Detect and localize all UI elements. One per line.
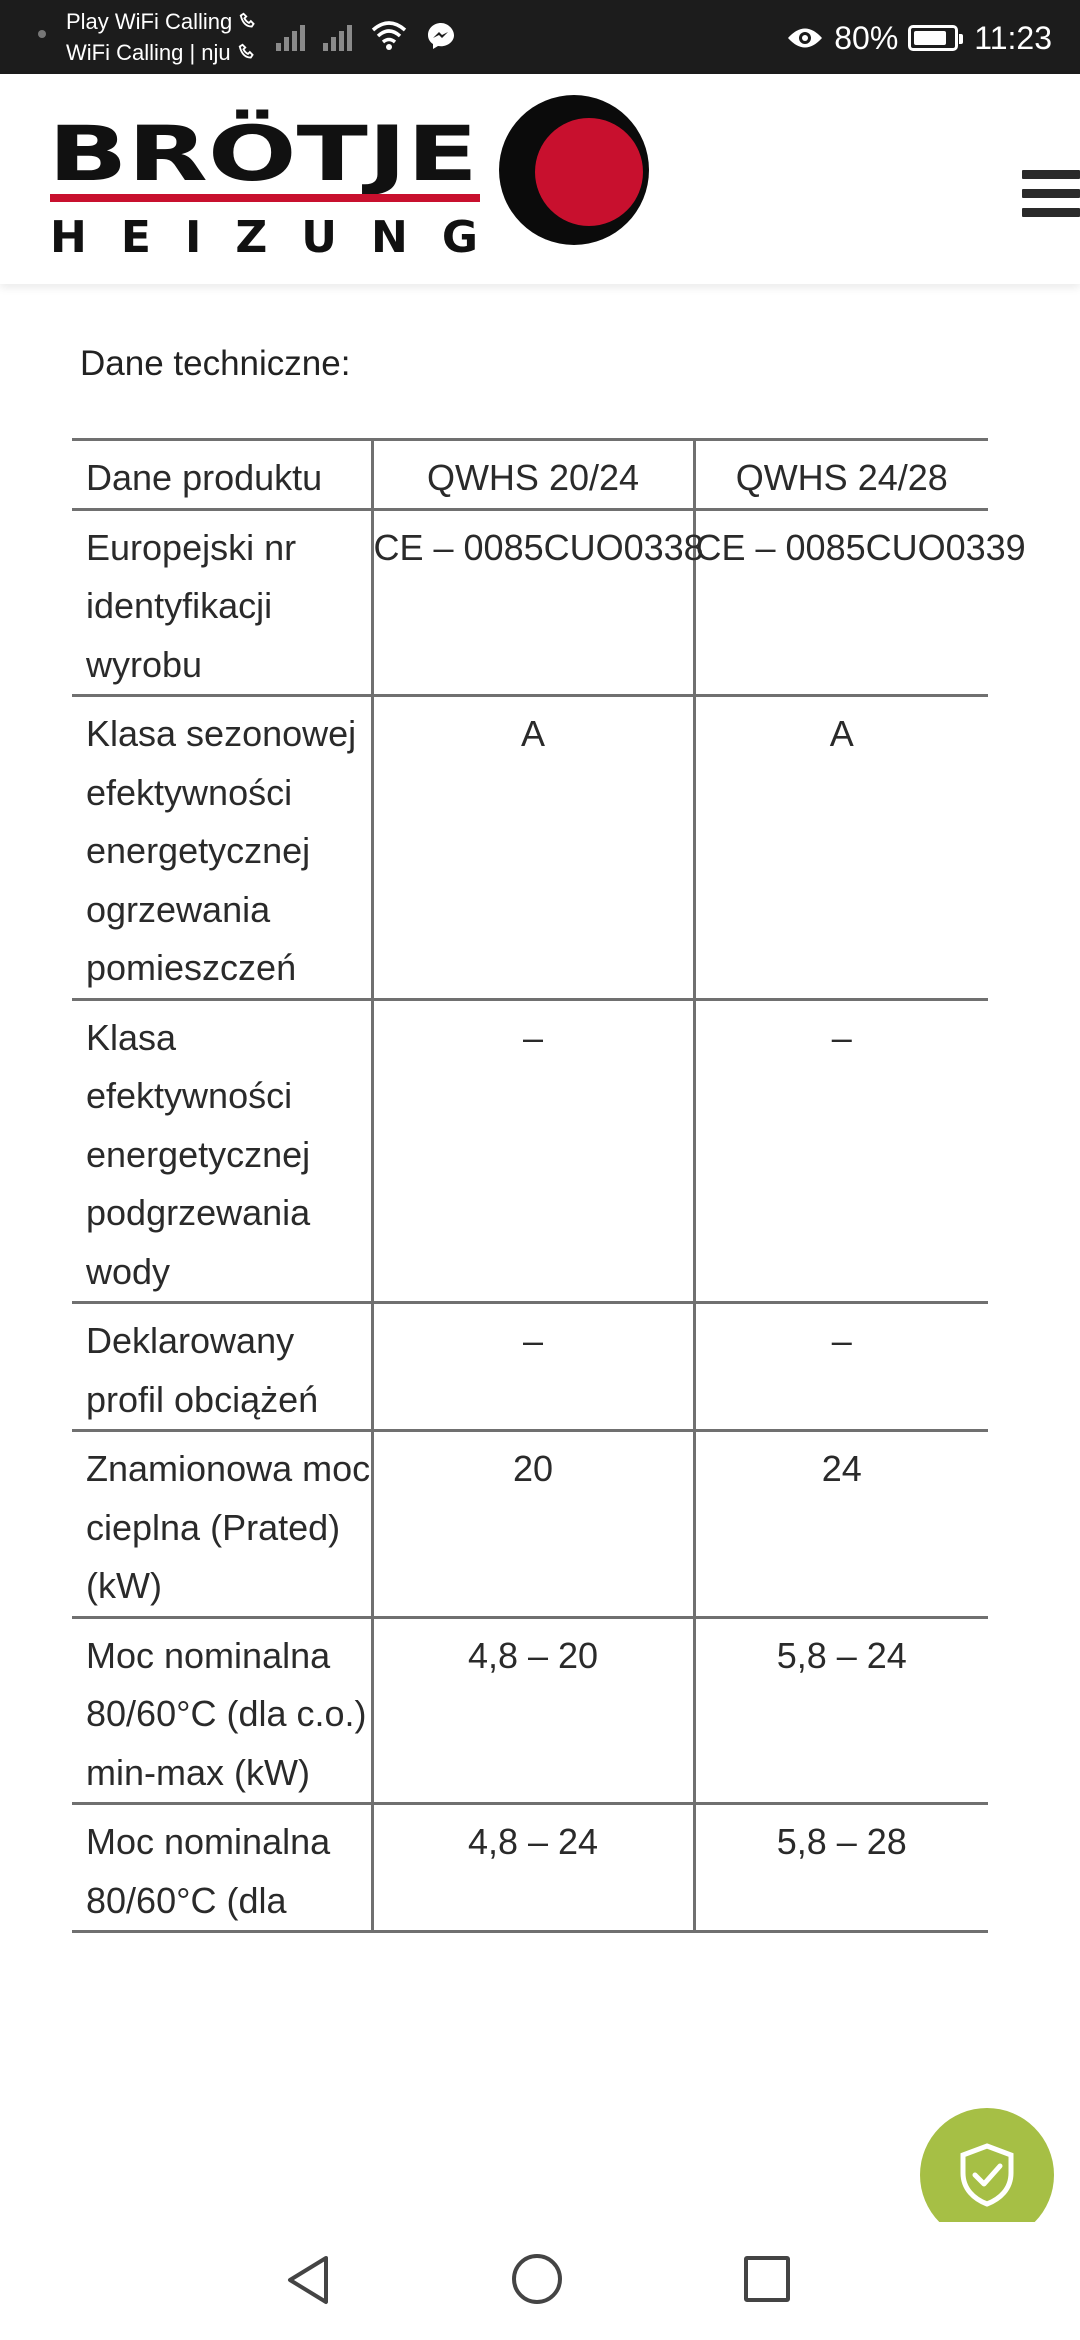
table-row [72,1617,988,1804]
status-icons [276,16,456,56]
table-row [72,509,988,696]
clock: 11:23 [974,19,1052,56]
row-label: Moc nominalna 80/60°C (dla c.o.) min-max (kW) [72,1617,372,1804]
triangle-back-icon[interactable] [284,2254,332,2306]
row-value-col1: – [372,1303,694,1431]
carrier-info [66,6,260,68]
table-header-col1: QWHS 20/24 [372,440,694,510]
row-value-col1: 4,8 – 24 [372,1804,694,1932]
signal-bars-icon [276,21,305,51]
notification-dot [38,30,46,38]
row-value-col1: 4,8 – 20 [372,1617,694,1804]
brotje-heizung-logo[interactable] [48,92,648,262]
eye-icon [786,25,824,51]
phone-wifi-icon [237,42,259,64]
carrier-1: Play WiFi Calling [66,9,233,34]
table-header-col2: QWHS 24/28 [694,440,988,510]
row-label: Europejski nr identyfikacji wyrobu [72,509,372,696]
row-value-col2: CE – 0085CUO0339 [694,509,988,696]
row-value-col2: A [694,696,988,1000]
table-header-label: Dane produktu [72,440,372,510]
row-label: Klasa sezonowej efektywności energetycznej ogrzewania pomieszczeń [72,696,372,1000]
row-value-col2: – [694,1303,988,1431]
menu-button[interactable] [1022,170,1080,222]
row-value-col1: A [372,696,694,1000]
table-row [72,1303,988,1431]
wifi-icon [370,20,408,52]
section-title: Dane techniczne: [80,344,351,383]
row-value-col2: 5,8 – 24 [694,1617,988,1804]
site-header [0,74,1080,284]
status-right [786,16,1052,60]
row-label: Znamionowa moc cieplna (Prated) (kW) [72,1431,372,1618]
table-row [72,1804,988,1932]
battery-percent: 80% [834,19,899,56]
spec-table [72,438,1026,1933]
svg-text:BRÖTJE: BRÖTJE [48,109,362,198]
status-bar [0,0,1080,74]
row-value-col2: 24 [694,1431,988,1618]
row-label: Klasa efektywności energetycznej podgrzewania wody [72,999,372,1303]
row-value-col1: 20 [372,1431,694,1618]
svg-text:HEIZUNG: HEIZUNG [50,212,478,263]
table-row [72,999,988,1303]
signal-bars-icon [323,21,352,51]
main-content [80,284,1080,2222]
hamburger-icon [1022,170,1080,179]
row-value-col1: – [372,999,694,1303]
row-value-col2: 5,8 – 28 [694,1804,988,1932]
square-recent-icon[interactable] [744,2256,790,2302]
table-row [72,696,988,1000]
table-row [72,1431,988,1618]
row-value-col1: CE – 0085CUO0338 [372,509,694,696]
row-label: Deklarowany profil obciążeń [72,1303,372,1431]
row-value-col2: – [694,999,988,1303]
table-header-row [72,440,988,510]
row-label: Moc nominalna 80/60°C (dla [72,1804,372,1932]
battery-icon [908,25,958,51]
messenger-icon [426,21,456,51]
phone-wifi-icon [238,11,260,33]
system-nav-bar [0,2222,1080,2340]
shield-check-icon [959,2143,1015,2207]
carrier-2: WiFi Calling | nju [66,40,231,65]
circle-home-icon[interactable] [512,2254,562,2304]
